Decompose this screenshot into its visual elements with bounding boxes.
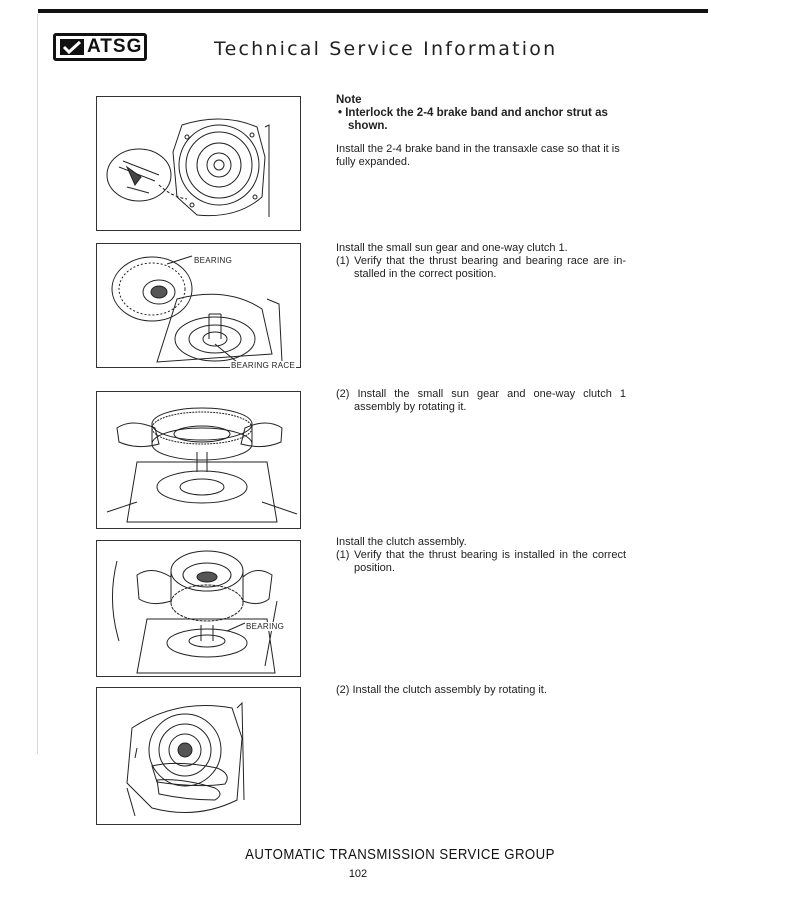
logo-text: ATSG [87, 36, 143, 57]
sun-gear-step1: (1) Verify that the thrust bearing and bearing race are in-stalled in the correct position. [336, 255, 626, 280]
label-bearing: BEARING [246, 622, 285, 631]
figure-clutch-bearing [96, 540, 301, 677]
figure-band-and-strut [96, 96, 301, 231]
figure-sun-gear-install [96, 391, 301, 529]
page-edge [37, 14, 38, 754]
page-title: Technical Service Information [214, 38, 558, 60]
page-number: 102 [348, 868, 368, 880]
footer-organization: AUTOMATIC TRANSMISSION SERVICE GROUP [245, 846, 555, 863]
label-bearing: BEARING [194, 256, 233, 265]
clutch-step1: (1) Verify that the thrust bearing is installed in the correct position. [336, 549, 626, 574]
atsg-logo [53, 33, 147, 61]
clutch-block [336, 536, 626, 575]
note-text: Install the 2-4 brake band in the transaxle case so that it is fully expanded. [336, 143, 620, 168]
clutch-step2: (2) Install the clutch assembly by rotating it. [336, 684, 547, 696]
clutch-intro: Install the clutch assembly. [336, 536, 467, 548]
note-title: Note [336, 94, 362, 106]
sun-gear-step2-block [336, 388, 626, 414]
clutch-step2-block [336, 684, 626, 697]
sun-gear-intro: Install the small sun gear and one-way clutch 1. [336, 242, 568, 254]
note-block [336, 94, 626, 169]
figure-clutch-install [96, 687, 301, 825]
note-bullet: • Interlock the 2-4 brake band and anchor strut as shown. [338, 107, 608, 132]
figure-sun-gear-bearing [96, 243, 301, 368]
checkmark-icon [60, 39, 84, 55]
sun-gear-step2: (2) Install the small sun gear and one-way clutch 1 assembly by rotating it. [336, 388, 626, 413]
header-rule [38, 9, 708, 13]
label-bearing-race: BEARING RACE [231, 361, 296, 370]
sun-gear-block [336, 242, 626, 281]
